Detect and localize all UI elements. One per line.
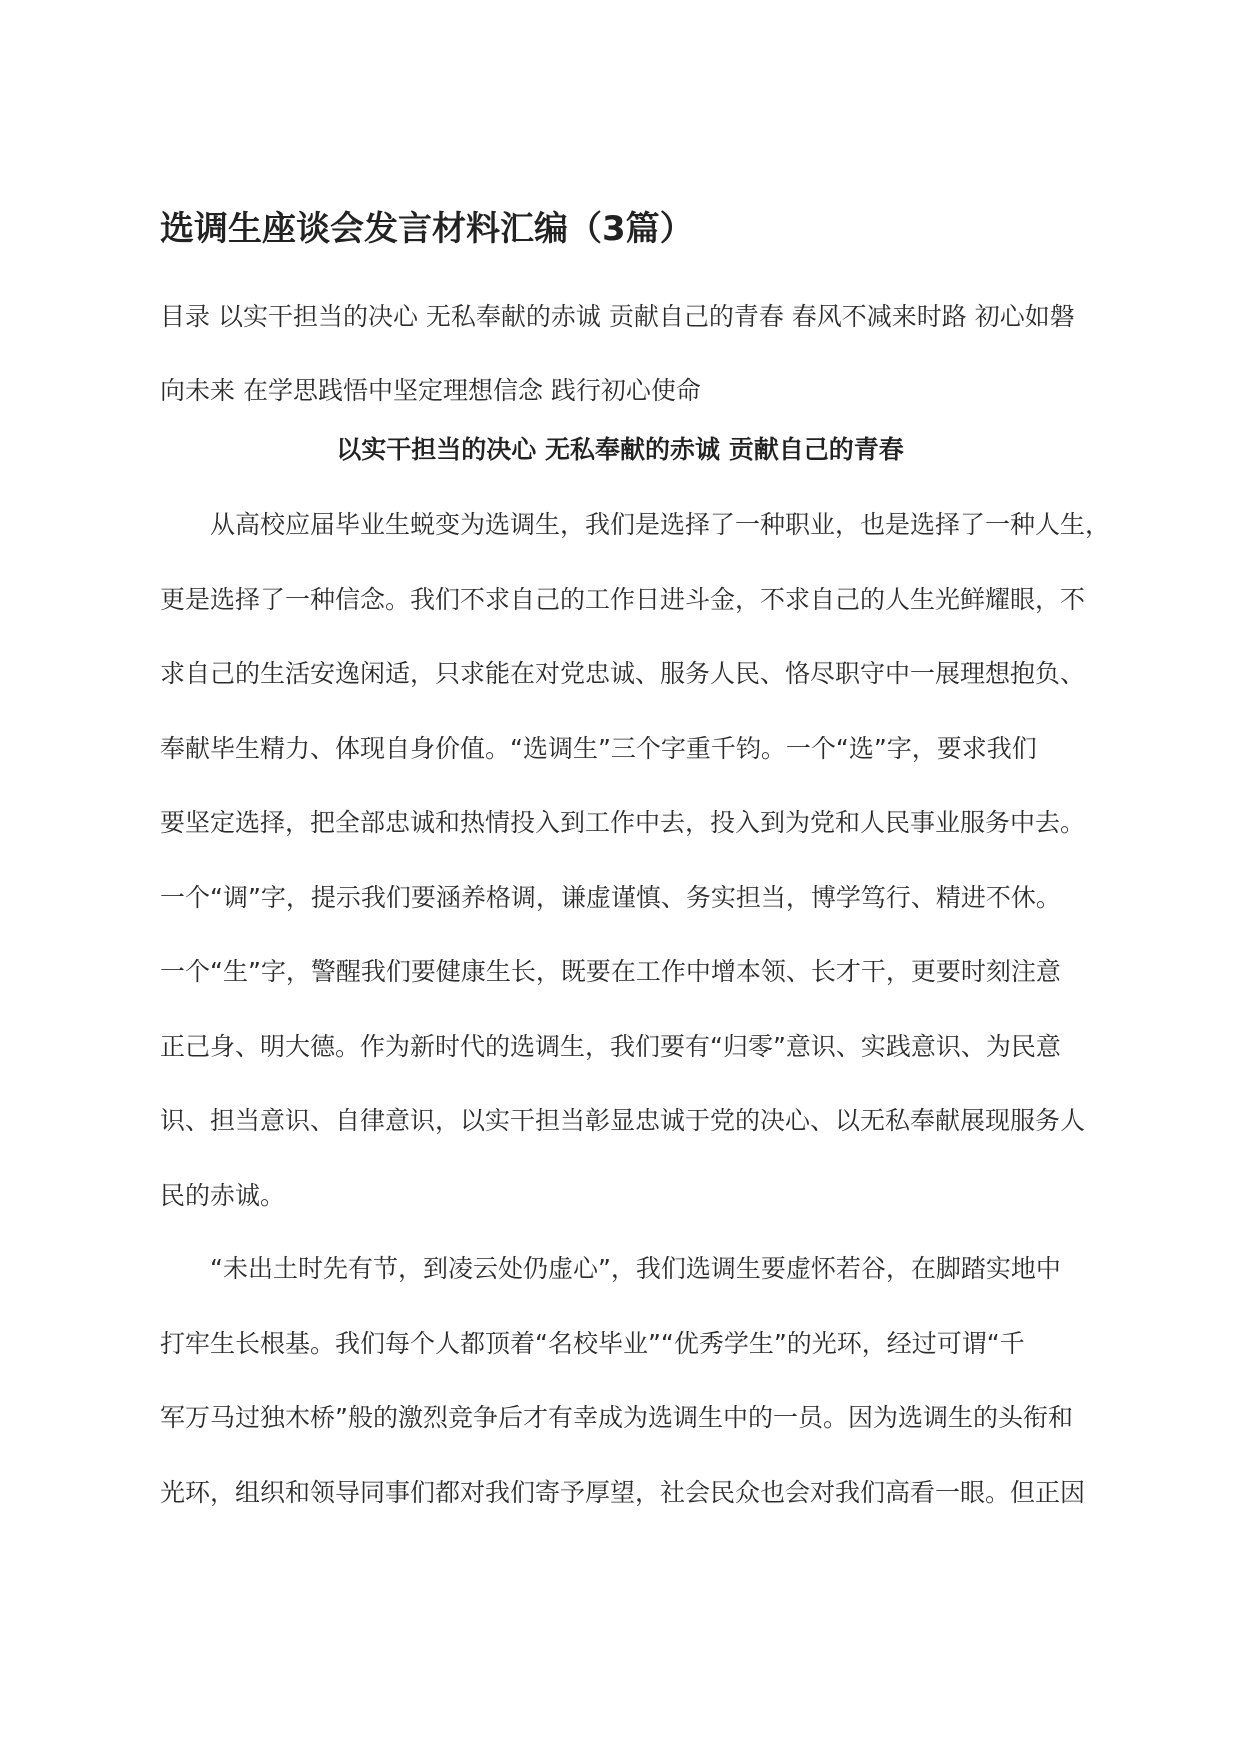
paragraph-line: 更是选择了一种信念。我们不求自己的工作日进斗金，不求自己的人生光鲜耀眼，不 [160,584,1086,614]
table-of-contents [160,280,1090,428]
paragraph-line: 一个“调”字，提示我们要涵养格调，谦虚谨慎、务实担当，博学笃行、精进不休。 [160,882,1061,912]
paragraph-line: 从高校应届毕业生蜕变为选调生，我们是选择了一种职业，也是选择了一种人生， [160,510,1111,539]
paragraph-2 [160,1232,1100,1530]
section-heading: 以实干担当的决心 无私奉献的赤诚 贡献自己的青春 [336,435,904,464]
paragraph-1 [160,488,1111,1233]
paragraph-line: 正己身、明大德。作为新时代的选调生，我们要有“归零”意识、实践意识、为民意 [160,1031,1061,1061]
paragraph-line: 识、担当意识、自律意识，以实干担当彰显忠诚于党的决心、以无私奉献展现服务人 [160,1106,1086,1135]
toc-line-2: 向未来 在学思践悟中坚定理想信念 践行初心使命 [160,376,701,405]
paragraph-line: 要坚定选择，把全部忠诚和热情投入到工作中去，投入到为党和人民事业服务中去。 [160,808,1086,837]
paragraph-line: 求自己的生活安逸闲适，只求能在对党忠诚、服务人民、恪尽职守中一展理想抱负、 [160,659,1086,688]
paragraph-line: 民的赤诚。 [160,1180,286,1210]
paragraph-line: 光环，组织和领导同事们都对我们寄予厚望，社会民众也会对我们高看一眼。但正因 [160,1477,1086,1507]
paragraph-line: 军万马过独木桥”般的激烈竞争后才有幸成为选调生中的一员。因为选调生的头衔和 [160,1403,1073,1432]
document-title: 选调生座谈会发言材料汇编（3篇） [160,209,694,249]
paragraph-line: “未出土时先有节，到凌云处仍虚心”，我们选调生要虚怀若谷，在脚踏实地中 [160,1254,1061,1283]
paragraph-line: 打牢生长根基。我们每个人都顶着“名校毕业”“优秀学生”的光环，经过可谓“千 [160,1328,1025,1358]
paragraph-line: 奉献毕生精力、体现自身价值。“选调生”三个字重千钧。一个“选”字，要求我们 [160,733,1037,763]
toc-line-1: 目录 以实干担当的决心 无私奉献的赤诚 贡献自己的青春 春风不减来时路 初心如磐 [160,302,1075,331]
paragraph-line: 一个“生”字，警醒我们要健康生长，既要在工作中增本领、长才干，更要时刻注意 [160,957,1061,986]
